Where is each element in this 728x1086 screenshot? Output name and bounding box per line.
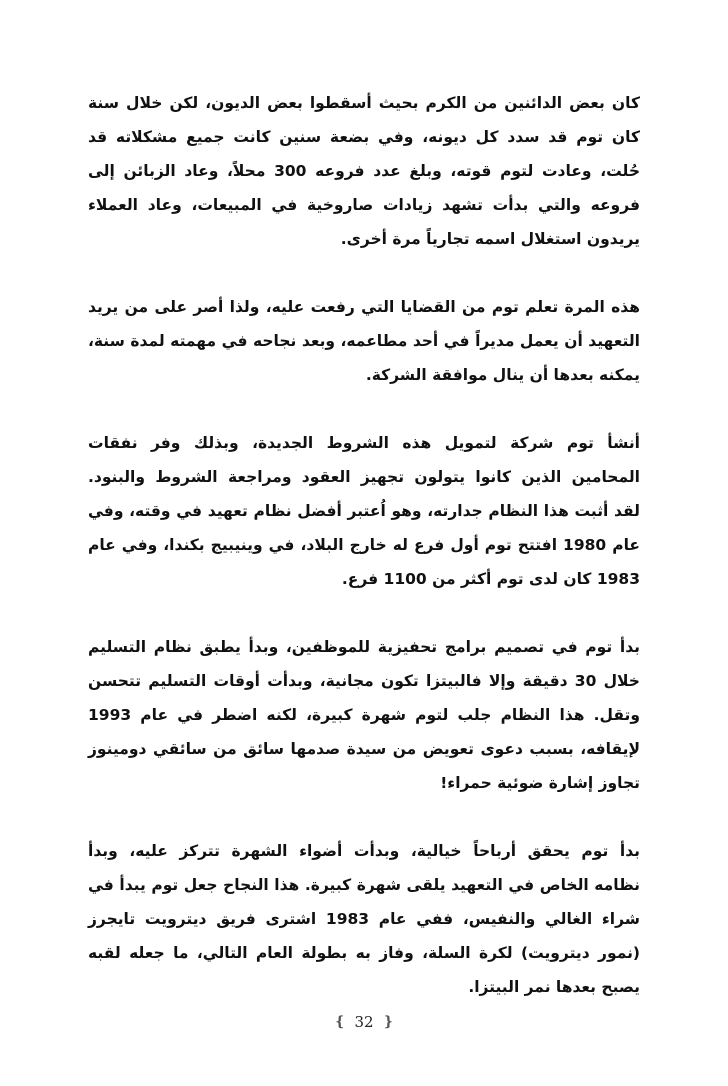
page-footer [0, 1012, 728, 1031]
text-line: نظامه الخاص في التعهيد يلقى شهرة كبيرة. هذا النجاح جعل توم يبدأ في [88, 876, 640, 894]
page-body [88, 86, 640, 1038]
paragraph [88, 630, 640, 800]
text-line: بدأ توم يحقق أرباحاً خيالية، وبدأت أضواء الشهرة تتركز عليه، وبدأ [88, 842, 640, 860]
text-line: تجاوز إشارة ضوئية حمراء! [440, 774, 640, 792]
text-line: وتقل. هذا النظام جلب لتوم شهرة كبيرة، لكنه اضطر في عام 1993 [88, 706, 640, 724]
text-line: لقد أثبت هذا النظام جدارته، وهو اُعتبر أفضل نظام تعهيد في وقته، وفي [88, 502, 640, 520]
text-line: التعهيد أن يعمل مديراً في أحد مطاعمه، وبعد نجاحه في مهمته لمدة سنة، [88, 332, 640, 350]
paragraph [88, 86, 640, 256]
paragraph [88, 834, 640, 1004]
text-line: 1983 كان لدى توم أكثر من 1100 فرع. [341, 570, 640, 588]
paragraph [88, 290, 640, 392]
ornament-left-icon: ❴ [333, 1014, 346, 1030]
text-line: عام 1980 افتتح توم أول فرع له خارج البلاد، في وينيبيج بكندا، وفي عام [88, 536, 640, 554]
ornament-right-icon: ❵ [382, 1014, 395, 1030]
text-line: يريدون استغلال اسمه تجارياً مرة أخرى. [340, 230, 640, 248]
paragraph [88, 426, 640, 596]
text-line: خلال 30 دقيقة وإلا فالبيتزا تكون مجانية، وبدأت أوقات التسليم تتحسن [88, 672, 640, 690]
text-line: المحامين الذين كانوا يتولون تجهيز العقود ومراجعة الشروط والبنود. [88, 468, 640, 486]
text-line: بدأ توم في تصميم برامج تحفيزية للموظفين، وبدأ يطبق نظام التسليم [88, 638, 640, 656]
text-line: يصبح بعدها نمر البيتزا. [468, 978, 640, 996]
text-line: أنشأ توم شركة لتمويل هذه الشروط الجديدة، وبذلك وفر نفقات [88, 434, 640, 452]
text-line: كان بعض الدائنين من الكرم بحيث أسقطوا بعض الديون، لكن خلال سنة [88, 94, 640, 112]
text-line: فروعه والتي بدأت تشهد زيادات صاروخية في المبيعات، وعاد العملاء [88, 196, 640, 214]
text-line: لإيقافه، بسبب دعوى تعويض من سيدة صدمها سائق من سائقي دومينوز [88, 740, 640, 758]
text-line: شراء الغالي والنفيس، ففي عام 1983 اشترى فريق ديترويت تايجرز [88, 910, 640, 928]
text-line: يمكنه بعدها أن ينال موافقة الشركة. [365, 366, 640, 384]
text-line: كان توم قد سدد كل ديونه، وفي بضعة سنين كانت جميع مشكلاته قد [88, 128, 640, 146]
text-line: هذه المرة تعلم توم من القضايا التي رفعت عليه، ولذا أصر على من يريد [88, 298, 640, 316]
page-number: 32 [354, 1013, 374, 1031]
text-line: (نمور ديترويت) لكرة السلة، وفاز به بطولة العام التالي، ما جعله لقبه [88, 944, 640, 962]
text-line: حُلت، وعادت لتوم قوته، وبلغ عدد فروعه 300 محلاً، وعاد الزبائن إلى [88, 162, 640, 180]
